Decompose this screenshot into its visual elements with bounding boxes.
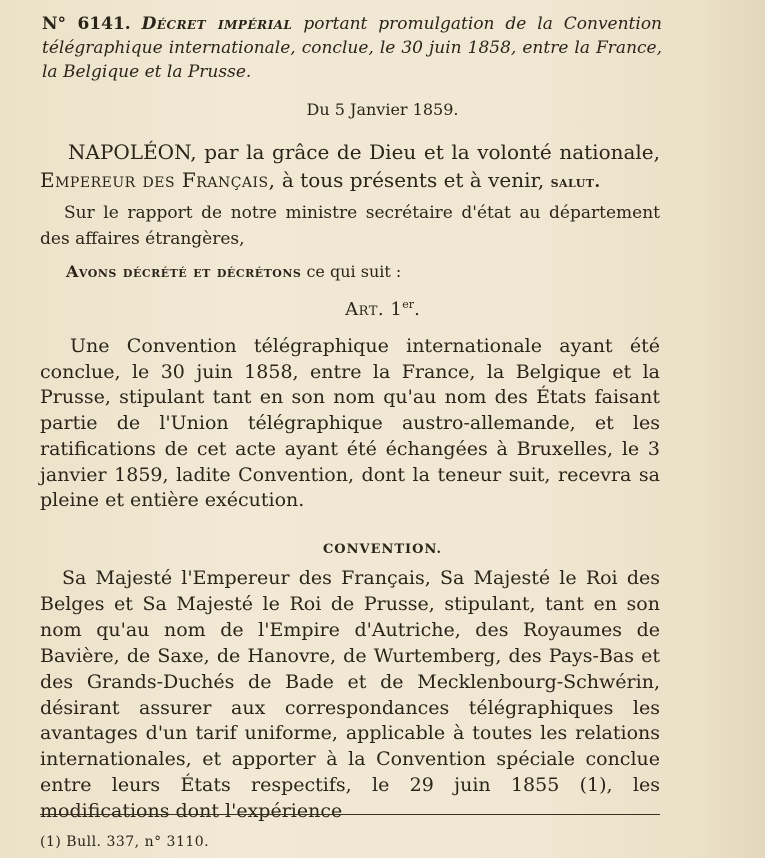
convention-body: Sa Majesté l'Empereur des Français, Sa Majesté le Roi des Belges et Sa Majesté le Roi de Prusse, stipulant, tant en son nom qu'au nom de l'Empire d'Autriche, des Royaumes de Bavière, de Saxe, de Hanovre, de Wurtemberg, des Pays-Bas et des Grands-Duchés de Bade et de Mecklenbourg-Schwérin, désirant assurer aux correspondances télégraphiques les avantages d'un tarif uniforme, applicable à toutes les relations internationales, et apporter à la Convention spéciale conclue entre leurs États respectifs, le 29 juin 1855 (1), les modifications dont l'expérience <box>40 567 660 823</box>
decree-title: portant promulgation de la Convention télégraphique internationale, conclue, le 30 juin 1858, entre la France, la Belgique et la Prusse. <box>42 14 663 82</box>
emperor-name: NAPOLÉON, <box>68 140 197 164</box>
preamble-text: par la grâce de Dieu et la volonté nationale, <box>204 140 661 164</box>
article-period: . <box>414 299 420 320</box>
salut: salut. <box>550 172 601 191</box>
page-edge-shading <box>705 0 765 858</box>
convention-title: CONVENTION. <box>322 542 443 557</box>
rapport-paragraph: Sur le rapport de notre ministre secrétaire d'état au département des affaires étrangères, <box>40 203 660 249</box>
decree-heading <box>42 12 662 84</box>
footnote-divider <box>40 814 660 815</box>
article-title <box>0 298 765 320</box>
decree-number: N° 6141. <box>42 14 131 34</box>
footnote: (1) Bull. 337, n° 3110. <box>40 834 210 850</box>
avons-decrete <box>66 260 666 284</box>
avons-lead: Avons décrété et décrétons <box>66 262 302 281</box>
article-sup: er <box>402 298 415 311</box>
preamble-text-2: à tous présents et à venir, <box>281 168 545 192</box>
avons-rest: ce qui suit : <box>306 262 402 281</box>
article-label: Art. 1 <box>345 299 403 320</box>
emperor-title: Empereur des Français, <box>40 168 276 192</box>
decree-label: Décret impérial <box>141 14 293 34</box>
article-body: Une Convention télégraphique internationale ayant été conclue, le 30 juin 1858, entre la France, la Belgique et la Prusse, stipulant tant en son nom qu'au nom des États faisant partie de l'Union télégraphique austro-allemande, et les ratifications de cet acte ayant été échangées à Bruxelles, le 3 janvier 1859, ladite Convention, dont la teneur suit, recevra sa pleine et entière exécution. <box>40 335 660 512</box>
preamble <box>40 138 660 196</box>
decree-date: Du 5 Janvier 1859. <box>306 100 459 119</box>
